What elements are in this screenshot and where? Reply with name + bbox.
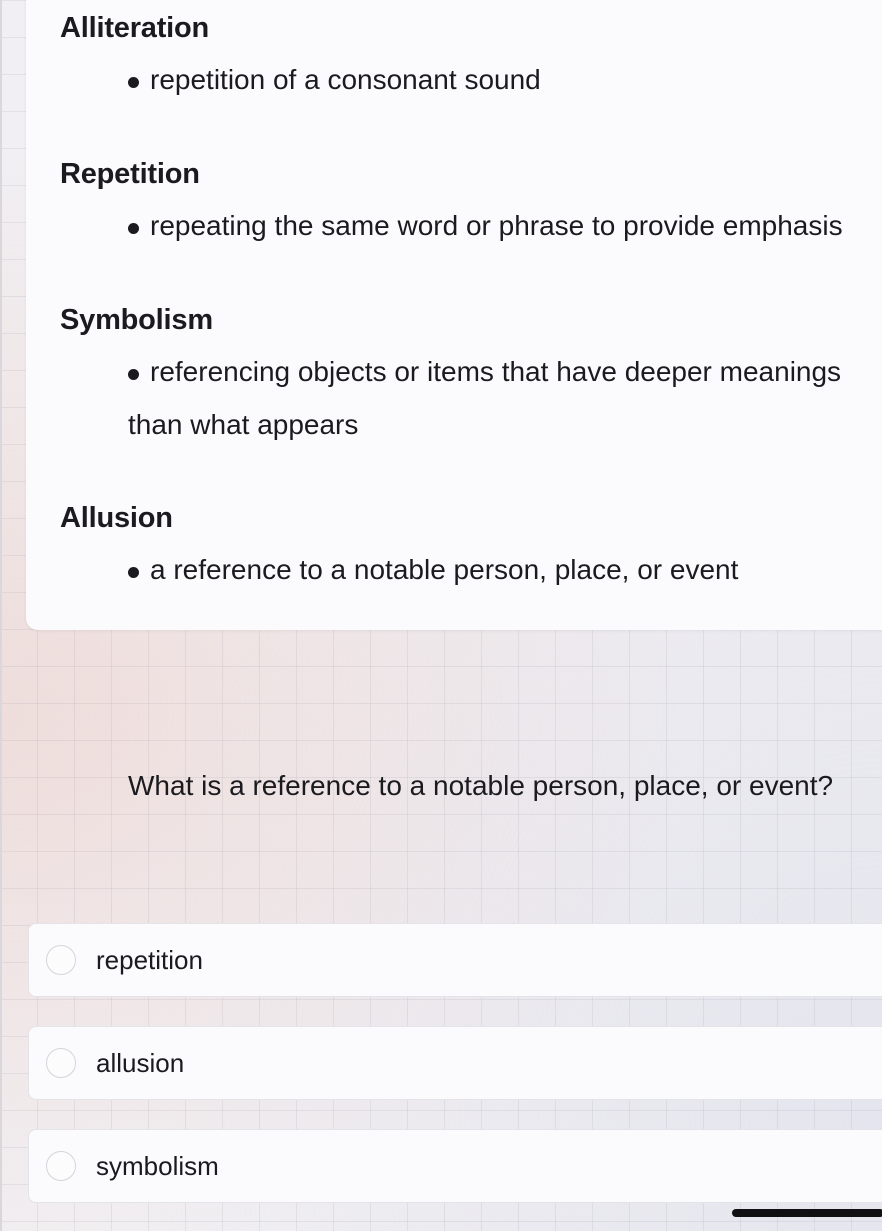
answer-option-symbolism[interactable] [28, 1129, 882, 1203]
bullet-icon [128, 567, 139, 578]
home-indicator[interactable] [732, 1209, 882, 1217]
term-repetition: Repetition [60, 158, 200, 190]
radio-button-icon[interactable] [46, 1048, 76, 1078]
term-allusion: Allusion [60, 502, 173, 534]
term-symbolism: Symbolism [60, 304, 213, 336]
radio-button-icon[interactable] [46, 945, 76, 975]
definition-symbolism-continued: than what appears [128, 409, 359, 440]
option-label: allusion [96, 1048, 185, 1078]
radio-button-icon[interactable] [46, 1151, 76, 1181]
bullet-icon [128, 77, 139, 88]
definition-symbolism: referencing objects or items that have deeper meanings [150, 356, 842, 387]
option-label: repetition [96, 945, 203, 975]
bullet-icon [128, 369, 139, 380]
term-alliteration: Alliteration [60, 12, 210, 44]
definition-allusion: a reference to a notable person, place, or event [150, 554, 739, 585]
definition-alliteration: repetition of a consonant sound [150, 64, 541, 95]
answer-option-repetition[interactable] [28, 923, 882, 997]
bullet-icon [128, 223, 139, 234]
option-label: symbolism [96, 1151, 219, 1181]
definition-repetition: repeating the same word or phrase to provide emphasis [150, 210, 843, 241]
answer-option-allusion[interactable] [28, 1026, 882, 1100]
left-edge-divider [0, 0, 2, 1231]
question-prompt: What is a reference to a notable person, place, or event? [128, 770, 834, 801]
